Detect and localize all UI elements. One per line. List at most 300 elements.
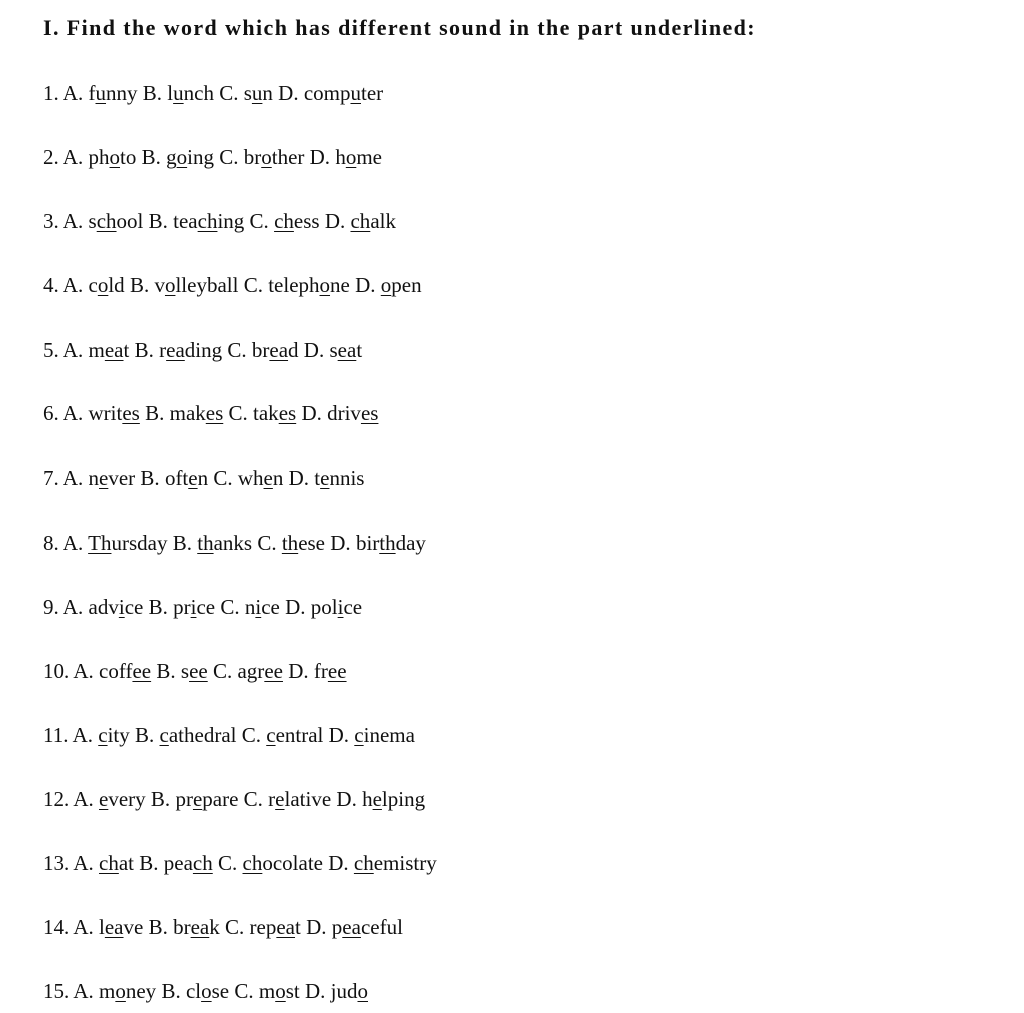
- underlined-part: es: [122, 401, 140, 425]
- underlined-part: o: [261, 145, 272, 169]
- option-letter: C.: [243, 273, 263, 297]
- answer-option: [278, 81, 383, 105]
- answer-option: [244, 787, 332, 811]
- word-suffix: ing: [217, 209, 245, 233]
- question-number: 11.: [43, 723, 69, 747]
- option-word: [282, 531, 325, 555]
- underlined-part: i: [118, 595, 125, 619]
- answer-option: [73, 851, 134, 875]
- option-letter: B.: [140, 466, 160, 490]
- underlined-part: i: [190, 595, 197, 619]
- word-prefix: teleph: [268, 273, 320, 297]
- answer-option: [161, 979, 229, 1003]
- word-suffix: st: [285, 979, 300, 1003]
- underlined-part: ea: [190, 915, 210, 939]
- word-suffix: ce: [343, 595, 363, 619]
- underlined-part: o: [357, 979, 368, 1003]
- option-letter: A.: [62, 145, 84, 169]
- underlined-part: c: [354, 723, 364, 747]
- word-suffix: n: [197, 466, 209, 490]
- word-prefix: br: [173, 915, 191, 939]
- word-suffix: ce: [196, 595, 216, 619]
- underlined-part: ch: [96, 209, 117, 233]
- answer-option: [149, 209, 245, 233]
- word-suffix: lative: [284, 787, 332, 811]
- option-letter: C.: [227, 338, 247, 362]
- option-word: [175, 787, 238, 811]
- answer-option: [63, 466, 135, 490]
- option-letter: B.: [145, 401, 165, 425]
- question-item: [43, 658, 347, 684]
- option-word: [99, 787, 146, 811]
- word-suffix: ese: [298, 531, 326, 555]
- word-suffix: very: [108, 787, 146, 811]
- answer-option: [306, 915, 403, 939]
- question-item: [43, 80, 383, 106]
- underlined-part: e: [275, 787, 285, 811]
- answer-option: [130, 273, 239, 297]
- underlined-part: ee: [264, 659, 283, 683]
- underlined-part: e: [263, 466, 273, 490]
- word-suffix: nnis: [329, 466, 365, 490]
- word-prefix: adv: [88, 595, 119, 619]
- underlined-part: u: [173, 81, 184, 105]
- answer-option: [328, 851, 437, 875]
- word-prefix: coff: [99, 659, 133, 683]
- option-letter: C.: [219, 145, 239, 169]
- option-letter: B.: [148, 915, 168, 939]
- word-suffix: k: [209, 915, 220, 939]
- word-prefix: h: [362, 787, 373, 811]
- option-word: [314, 659, 347, 683]
- answer-option: [234, 979, 299, 1003]
- answer-option: [336, 787, 425, 811]
- option-letter: B.: [134, 338, 154, 362]
- option-letter: B.: [141, 145, 161, 169]
- option-letter: D.: [328, 723, 350, 747]
- underlined-part: o: [164, 273, 176, 297]
- underlined-part: o: [176, 145, 188, 169]
- option-letter: A.: [62, 401, 84, 425]
- word-suffix: ter: [360, 81, 384, 105]
- question-item: [43, 144, 382, 170]
- word-prefix: n: [244, 595, 256, 619]
- option-word: [99, 659, 151, 683]
- word-suffix: ursday: [111, 531, 168, 555]
- answer-option: [142, 145, 214, 169]
- underlined-part: o: [97, 273, 109, 297]
- underlined-part: es: [278, 401, 297, 425]
- word-suffix: ne: [330, 273, 350, 297]
- option-letter: D.: [336, 787, 357, 811]
- word-suffix: t: [295, 915, 301, 939]
- question-item: [43, 208, 396, 234]
- answer-option: [63, 81, 138, 105]
- underlined-part: th: [379, 531, 396, 555]
- underlined-part: ch: [350, 209, 371, 233]
- option-word: [89, 209, 144, 233]
- option-letter: D.: [330, 531, 351, 555]
- option-letter: D.: [355, 273, 376, 297]
- option-letter: D.: [328, 851, 349, 875]
- option-letter: D.: [301, 401, 322, 425]
- word-suffix: pare: [202, 787, 239, 811]
- option-word: [245, 595, 280, 619]
- answer-option: [140, 466, 208, 490]
- question-number: 14.: [43, 915, 70, 939]
- option-word: [99, 979, 156, 1003]
- answer-option: [135, 338, 223, 362]
- word-prefix: tea: [173, 209, 198, 233]
- option-word: [268, 273, 350, 297]
- word-suffix: pen: [391, 273, 422, 297]
- answer-option: [139, 851, 213, 875]
- option-word: [173, 915, 220, 939]
- question-item: [43, 978, 368, 1004]
- option-letter: B.: [148, 209, 168, 233]
- word-prefix: driv: [327, 401, 361, 425]
- word-prefix: s: [243, 81, 252, 105]
- option-letter: D.: [278, 81, 299, 105]
- option-letter: B.: [161, 979, 181, 1003]
- underlined-part: o: [319, 273, 331, 297]
- option-letter: C.: [257, 531, 277, 555]
- answer-option: [213, 466, 283, 490]
- answer-option: [145, 401, 223, 425]
- word-suffix: ess: [293, 209, 320, 233]
- answer-option: [73, 723, 130, 747]
- question-item: [43, 530, 426, 556]
- question-number: 15.: [43, 979, 70, 1003]
- word-suffix: me: [356, 145, 382, 169]
- underlined-part: o: [380, 273, 392, 297]
- option-letter: C.: [212, 659, 233, 683]
- option-word: [244, 81, 273, 105]
- option-word: [274, 209, 320, 233]
- underlined-part: o: [109, 145, 121, 169]
- word-prefix: p: [331, 915, 343, 939]
- option-letter: D.: [288, 466, 310, 490]
- underlined-part: ee: [132, 659, 152, 683]
- word-prefix: fr: [313, 659, 328, 683]
- word-prefix: rep: [249, 915, 277, 939]
- answer-option: [355, 273, 422, 297]
- answer-option: [143, 81, 214, 105]
- answer-option: [288, 659, 346, 683]
- word-suffix: t: [123, 338, 130, 362]
- option-word: [167, 81, 214, 105]
- option-word: [238, 466, 284, 490]
- underlined-part: th: [281, 531, 299, 555]
- question-item: [43, 337, 362, 363]
- answer-option: [151, 787, 238, 811]
- underlined-part: e: [192, 787, 203, 811]
- option-letter: D.: [303, 338, 325, 362]
- word-prefix: bir: [355, 531, 380, 555]
- underlined-part: c: [266, 723, 276, 747]
- word-prefix: m: [258, 979, 276, 1003]
- answer-option: [63, 338, 130, 362]
- option-letter: A.: [73, 979, 94, 1003]
- answer-option: [229, 401, 297, 425]
- word-suffix: athedral: [168, 723, 237, 747]
- underlined-part: i: [255, 595, 262, 619]
- answer-option: [173, 531, 252, 555]
- option-word: [266, 723, 323, 747]
- underlined-part: es: [360, 401, 379, 425]
- option-word: [89, 273, 125, 297]
- underlined-part: o: [345, 145, 357, 169]
- underlined-part: u: [251, 81, 263, 105]
- word-suffix: nch: [183, 81, 214, 105]
- option-letter: C.: [249, 209, 269, 233]
- option-letter: B.: [148, 595, 168, 619]
- word-prefix: l: [167, 81, 174, 105]
- option-letter: C.: [243, 787, 263, 811]
- option-letter: D.: [324, 209, 346, 233]
- word-suffix: entral: [275, 723, 324, 747]
- word-prefix: jud: [330, 979, 358, 1003]
- option-letter: B.: [156, 659, 176, 683]
- option-word: [165, 466, 208, 490]
- option-letter: D.: [304, 979, 326, 1003]
- option-word: [160, 723, 237, 747]
- word-prefix: m: [88, 338, 105, 362]
- word-prefix: s: [329, 338, 338, 362]
- exercise-heading: I. Find the word which has different sound in the part underlined:: [43, 15, 756, 40]
- option-word: [350, 209, 395, 233]
- answer-option: [244, 273, 350, 297]
- word-prefix: pol: [310, 595, 338, 619]
- word-suffix: ool: [116, 209, 144, 233]
- option-letter: D.: [306, 915, 327, 939]
- option-letter: D.: [309, 145, 331, 169]
- option-letter: B.: [135, 723, 155, 747]
- word-prefix: r: [159, 338, 167, 362]
- option-word: [268, 787, 331, 811]
- word-suffix: lping: [381, 787, 426, 811]
- option-word: [197, 531, 252, 555]
- question-number: 2.: [43, 145, 59, 169]
- option-word: [89, 595, 144, 619]
- answer-option: [73, 659, 151, 683]
- word-prefix: ph: [88, 145, 110, 169]
- option-word: [164, 851, 213, 875]
- option-letter: D.: [285, 595, 306, 619]
- option-word: [89, 338, 130, 362]
- question-number: 3.: [43, 209, 59, 233]
- option-word: [170, 401, 224, 425]
- option-word: [354, 723, 415, 747]
- option-word: [253, 401, 296, 425]
- word-suffix: day: [395, 531, 426, 555]
- question-item: [43, 914, 403, 940]
- word-prefix: mak: [169, 401, 206, 425]
- underlined-part: ee: [327, 659, 347, 683]
- underlined-part: c: [98, 723, 108, 747]
- word-suffix: n: [262, 81, 273, 105]
- answer-option: [218, 851, 323, 875]
- option-word: [327, 401, 378, 425]
- option-word: [259, 979, 300, 1003]
- option-word: [314, 466, 364, 490]
- word-suffix: ing: [187, 145, 214, 169]
- option-word: [99, 851, 134, 875]
- word-prefix: s: [88, 209, 97, 233]
- option-word: [381, 273, 422, 297]
- answer-option: [73, 979, 156, 1003]
- word-suffix: ce: [261, 595, 280, 619]
- answer-option: [329, 723, 415, 747]
- question-number: 6.: [43, 401, 59, 425]
- word-suffix: lleyball: [175, 273, 239, 297]
- underlined-part: e: [188, 466, 198, 490]
- answer-option: [330, 531, 426, 555]
- option-letter: B.: [139, 851, 159, 875]
- option-letter: A.: [62, 209, 84, 233]
- question-number: 10.: [43, 659, 70, 683]
- option-word: [173, 209, 244, 233]
- word-prefix: m: [99, 979, 116, 1003]
- option-word: [88, 531, 167, 555]
- option-word: [173, 595, 215, 619]
- answer-option: [219, 145, 304, 169]
- word-prefix: f: [88, 81, 96, 105]
- underlined-part: ch: [192, 851, 213, 875]
- word-prefix: g: [166, 145, 177, 169]
- option-letter: C.: [220, 595, 240, 619]
- answer-option: [135, 723, 236, 747]
- question-item: [43, 786, 425, 812]
- answer-option: [257, 531, 325, 555]
- question-item: [43, 850, 437, 876]
- word-suffix: to: [120, 145, 137, 169]
- answer-option: [227, 338, 298, 362]
- option-word: [166, 145, 214, 169]
- underlined-part: ea: [342, 915, 361, 939]
- word-suffix: ther: [271, 145, 305, 169]
- option-letter: B.: [129, 273, 150, 297]
- word-prefix: wh: [237, 466, 264, 490]
- option-letter: B.: [172, 531, 192, 555]
- question-number: 5.: [43, 338, 59, 362]
- underlined-part: ea: [104, 915, 124, 939]
- option-letter: C.: [234, 979, 254, 1003]
- answer-option: [289, 466, 365, 490]
- option-word: [89, 81, 138, 105]
- option-word: [252, 338, 299, 362]
- option-letter: A.: [62, 81, 84, 105]
- word-suffix: ney: [125, 979, 157, 1003]
- option-letter: C.: [219, 81, 239, 105]
- word-suffix: anks: [213, 531, 253, 555]
- word-suffix: t: [356, 338, 363, 362]
- answer-option: [301, 401, 378, 425]
- word-prefix: oft: [164, 466, 189, 490]
- underlined-part: th: [197, 531, 214, 555]
- option-word: [89, 145, 137, 169]
- option-word: [154, 273, 238, 297]
- question-number: 12.: [43, 787, 70, 811]
- option-letter: C.: [241, 723, 261, 747]
- answer-option: [149, 595, 216, 619]
- underlined-part: ch: [197, 209, 218, 233]
- option-word: [99, 915, 143, 939]
- underlined-part: Th: [88, 531, 112, 555]
- option-letter: A.: [72, 723, 93, 747]
- underlined-part: ch: [353, 851, 374, 875]
- option-word: [89, 466, 136, 490]
- word-prefix: l: [99, 915, 105, 939]
- question-number: 13.: [43, 851, 70, 875]
- option-word: [181, 659, 208, 683]
- question-number: 8.: [43, 531, 59, 555]
- word-prefix: pea: [163, 851, 193, 875]
- option-word: [332, 915, 403, 939]
- option-word: [243, 851, 323, 875]
- option-word: [98, 723, 130, 747]
- underlined-part: e: [372, 787, 382, 811]
- option-letter: A.: [73, 659, 94, 683]
- word-suffix: ce: [124, 595, 144, 619]
- underlined-part: es: [205, 401, 224, 425]
- answer-option: [225, 915, 301, 939]
- word-suffix: inema: [363, 723, 415, 747]
- word-suffix: ld: [108, 273, 125, 297]
- option-letter: A.: [73, 851, 94, 875]
- word-suffix: ceful: [360, 915, 403, 939]
- option-letter: A.: [73, 915, 94, 939]
- word-suffix: ve: [123, 915, 144, 939]
- word-prefix: br: [251, 338, 270, 362]
- option-word: [244, 145, 305, 169]
- option-letter: A.: [62, 531, 84, 555]
- underlined-part: u: [350, 81, 361, 105]
- option-word: [356, 531, 426, 555]
- option-letter: B.: [142, 81, 163, 105]
- underlined-part: ea: [337, 338, 357, 362]
- underlined-part: ea: [104, 338, 124, 362]
- answer-option: [213, 659, 283, 683]
- option-letter: C.: [225, 915, 245, 939]
- option-word: [304, 81, 383, 105]
- option-word: [329, 338, 362, 362]
- answer-option: [250, 209, 320, 233]
- underlined-part: e: [99, 787, 109, 811]
- underlined-part: u: [95, 81, 107, 105]
- option-word: [89, 401, 140, 425]
- underlined-part: e: [320, 466, 330, 490]
- word-prefix: agr: [237, 659, 265, 683]
- word-prefix: comp: [303, 81, 351, 105]
- option-letter: A.: [62, 595, 84, 619]
- answer-option: [63, 273, 125, 297]
- word-suffix: ity: [107, 723, 130, 747]
- question-item: [43, 594, 362, 620]
- underlined-part: ea: [276, 915, 296, 939]
- word-suffix: se: [211, 979, 230, 1003]
- underlined-part: o: [201, 979, 212, 1003]
- answer-option: [73, 787, 145, 811]
- answer-option: [149, 915, 220, 939]
- option-word: [335, 145, 382, 169]
- answer-option: [304, 338, 362, 362]
- word-prefix: v: [154, 273, 165, 297]
- question-number: 9.: [43, 595, 59, 619]
- question-item: [43, 400, 378, 426]
- word-suffix: n: [272, 466, 284, 490]
- answer-option: [63, 209, 144, 233]
